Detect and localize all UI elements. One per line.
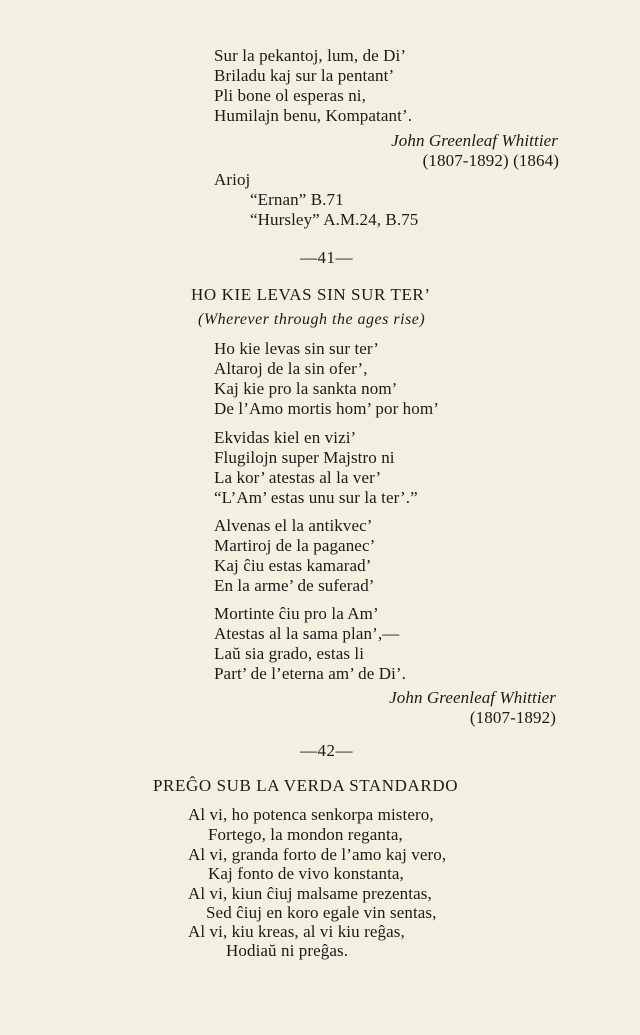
hymn-number: —42— xyxy=(300,741,353,760)
verse-line: La kor’ atestas al la ver’ xyxy=(214,468,382,487)
verse-line: Al vi, granda forto de l’amo kaj vero, xyxy=(188,845,447,864)
verse-line: Al vi, ho potenca senkorpa mistero, xyxy=(188,805,434,824)
verse-line: Al vi, kiun ĉiuj malsame prezentas, xyxy=(188,884,432,903)
tunes-label: Arioj xyxy=(214,170,251,189)
author-attribution: John Greenleaf Whittier xyxy=(391,131,558,150)
verse-line: Alvenas el la antikvec’ xyxy=(214,516,373,535)
verse-line: Flugilojn super Majstro ni xyxy=(214,448,395,467)
verse-line: Kaj fonto de vivo konstanta, xyxy=(208,864,404,883)
hymn-title: PREĜO SUB LA VERDA STANDARDO xyxy=(153,776,459,795)
hymn-title: HO KIE LEVAS SIN SUR TER’ xyxy=(191,285,431,304)
verse-line: Humilajn benu, Kompatant’. xyxy=(214,106,413,125)
verse-line: Atestas al la sama plan’,— xyxy=(214,624,400,643)
verse-line: Laŭ sia grado, estas li xyxy=(214,644,365,663)
verse-line: Briladu kaj sur la pentant’ xyxy=(214,66,395,85)
verse-line: Sed ĉiuj en koro egale vin sentas, xyxy=(206,903,437,922)
author-dates: (1807-1892) xyxy=(469,708,556,727)
verse-line: En la arme’ de suferad’ xyxy=(214,576,375,595)
verse-line: Pli bone ol esperas ni, xyxy=(214,86,366,105)
verse-line: Ho kie levas sin sur ter’ xyxy=(214,339,380,358)
tune-entry: “Ernan” B.71 xyxy=(250,190,344,209)
verse-line: Al vi, kiu kreas, al vi kiu reĝas, xyxy=(188,922,405,941)
verse-line: Sur la pekantoj, lum, de Di’ xyxy=(214,46,407,65)
verse-line: Part’ de l’eterna am’ de Di’. xyxy=(214,664,407,683)
verse-line: Fortego, la mondon reganta, xyxy=(208,825,403,844)
verse-line: Hodiaŭ ni preĝas. xyxy=(226,941,349,960)
verse-line: De l’Amo mortis hom’ por hom’ xyxy=(214,399,439,418)
author-dates: (1807-1892) (1864) xyxy=(422,151,559,170)
verse-line: Mortinte ĉiu pro la Am’ xyxy=(214,604,379,623)
verse-line: Ekvidas kiel en vizi’ xyxy=(214,428,357,447)
verse-line: Kaj kie pro la sankta nom’ xyxy=(214,379,398,398)
verse-line: Altaroj de la sin ofer’, xyxy=(214,359,368,378)
author-attribution: John Greenleaf Whittier xyxy=(389,688,556,707)
hymn-subtitle: (Wherever through the ages rise) xyxy=(198,311,426,328)
hymn-number: —41— xyxy=(300,248,353,267)
verse-line: “L’Am’ estas unu sur la ter’.” xyxy=(214,488,418,507)
verse-line: Martiroj de la paganec’ xyxy=(214,536,376,555)
tune-entry: “Hursley” A.M.24, B.75 xyxy=(250,210,419,229)
verse-line: Kaj ĉiu estas kamarad’ xyxy=(214,556,372,575)
